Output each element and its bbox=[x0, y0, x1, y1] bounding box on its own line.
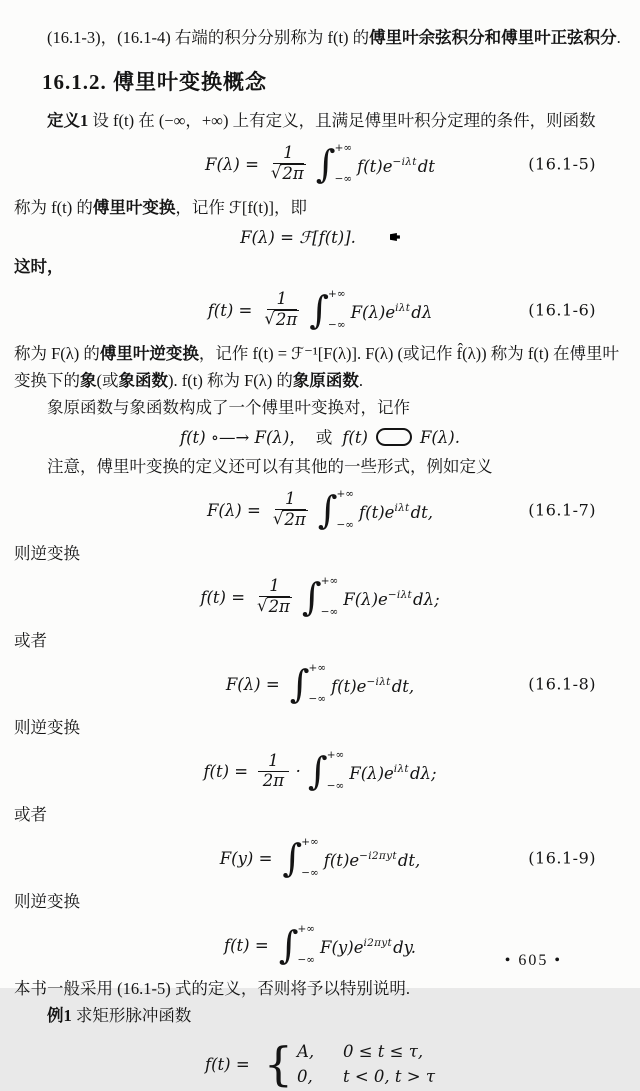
eq6-lower-limit: −∞ bbox=[328, 319, 346, 331]
eq7-integral-limits bbox=[337, 489, 355, 531]
intro-text: (16.1-3)，(16.1-4) 右端的积分分别称为 f(t) 的 bbox=[47, 28, 370, 47]
piecewise-lhs: f(t) = bbox=[205, 1054, 250, 1074]
sqrt-icon: √ bbox=[272, 509, 284, 528]
case2-value: 0, bbox=[296, 1067, 313, 1086]
eq7-upper-limit: +∞ bbox=[336, 488, 355, 500]
piecewise-case-2 bbox=[297, 1064, 435, 1089]
eq8-differential: dt, bbox=[391, 676, 415, 696]
eq6-fraction bbox=[262, 290, 301, 330]
eq5-differential: dt bbox=[417, 156, 435, 176]
eq9i-integrand bbox=[320, 930, 416, 961]
eq5-integral-limits bbox=[335, 143, 353, 185]
eq5-integrand-base: f(t)e bbox=[357, 156, 393, 176]
after5-pre: 称为 f(t) 的 bbox=[14, 198, 93, 217]
eq9-differential: dt, bbox=[397, 850, 421, 870]
eq8i-upper-limit: +∞ bbox=[326, 749, 345, 761]
integral-icon: ∫ bbox=[307, 749, 328, 793]
example-label: 例1 bbox=[47, 1006, 72, 1025]
eq7-radicand: 2π bbox=[284, 510, 306, 529]
eq9-integrand bbox=[324, 843, 421, 874]
eq6-numerator: 1 bbox=[267, 290, 298, 310]
intro-bold-terms: 傅里叶余弦积分和傅里叶正弦积分 bbox=[369, 28, 617, 47]
eq8-integrand bbox=[331, 669, 414, 700]
eq8-number-tag: (16.1-8) bbox=[528, 674, 596, 694]
eq7i-integrand-base: F(λ)e bbox=[343, 589, 388, 609]
eq6-denominator bbox=[262, 310, 301, 330]
eq9-integral-limits bbox=[301, 837, 319, 879]
eq9-integrand-base: f(t)e bbox=[323, 850, 360, 870]
eq7-number-tag: (16.1-7) bbox=[528, 500, 596, 520]
integral-icon: ∫ bbox=[278, 923, 299, 967]
eq6-integral bbox=[309, 288, 348, 332]
equation-16-1-7-inverse bbox=[14, 574, 626, 620]
example-text: 求矩形脉冲函数 bbox=[71, 1006, 192, 1025]
after5-bold-term: 傅里叶变换 bbox=[92, 198, 176, 217]
integral-icon: ∫ bbox=[317, 488, 338, 532]
eq8i-denominator bbox=[261, 772, 286, 791]
eq7i-numerator: 1 bbox=[259, 577, 290, 597]
left-brace-icon: { bbox=[263, 1037, 293, 1091]
center-equation-text: F(λ) = ℱ[f(t)]. bbox=[240, 227, 356, 247]
eq6-lhs: f(t) = bbox=[207, 300, 253, 320]
eq8-integral-limits bbox=[309, 663, 327, 705]
eq8i-integrand-base: F(λ)e bbox=[349, 763, 394, 783]
sqrt-icon: √ bbox=[257, 596, 268, 615]
eq6-upper-limit: +∞ bbox=[328, 288, 346, 300]
eq9i-lhs: f(t) = bbox=[224, 935, 269, 955]
eq7-lower-limit: −∞ bbox=[336, 519, 355, 531]
eq7-lhs: F(λ) = bbox=[206, 500, 261, 520]
invp-bold-image-function: 象函数 bbox=[118, 371, 168, 390]
multiplication-dot: · bbox=[295, 761, 301, 781]
eq5-integral bbox=[316, 142, 355, 186]
equation-16-1-8 bbox=[14, 661, 626, 707]
eq5-integrand bbox=[357, 149, 435, 180]
eq7-exponent: iλt bbox=[394, 501, 410, 514]
eq9i-exponent: i2πyt bbox=[363, 936, 393, 949]
eq8i-integral bbox=[308, 749, 347, 793]
eq8-lhs: F(λ) = bbox=[225, 674, 280, 694]
eq8i-numerator: 1 bbox=[258, 752, 289, 772]
example-paragraph bbox=[14, 1002, 626, 1029]
transform-pair-line bbox=[14, 423, 626, 451]
eq7-numerator: 1 bbox=[275, 490, 306, 510]
eq6-number-tag: (16.1-6) bbox=[528, 300, 596, 320]
invp-s3: (或 bbox=[96, 371, 119, 390]
eq7-differential: dt, bbox=[410, 502, 434, 522]
inverse-transform-paragraph bbox=[14, 340, 626, 394]
eq8-integrand-base: f(t)e bbox=[331, 676, 367, 696]
eq9-exponent: −i2πyt bbox=[359, 849, 397, 862]
integral-icon: ∫ bbox=[282, 836, 303, 880]
eq7i-integral bbox=[302, 575, 341, 619]
eq5-denominator bbox=[269, 164, 308, 184]
piecewise-function bbox=[14, 1039, 626, 1089]
eq5-upper-limit: +∞ bbox=[334, 142, 353, 154]
equation-16-1-7 bbox=[14, 487, 626, 533]
eq5-fraction bbox=[269, 144, 308, 184]
book-convention-paragraph: 本书一般采用 (16.1-5) 式的定义，否则将予以特别说明. bbox=[14, 979, 410, 998]
eq6-integrand bbox=[351, 295, 433, 326]
center-equation bbox=[14, 223, 626, 251]
case1-condition: 0 ≤ t ≤ τ, bbox=[342, 1042, 424, 1061]
eq7i-differential: dλ; bbox=[413, 589, 440, 609]
eq9-upper-limit: +∞ bbox=[301, 836, 319, 848]
after5-post: ，记作 ℱ[f(t)]，即 bbox=[175, 198, 307, 217]
eq8i-integral-limits bbox=[327, 750, 345, 792]
invp-bold-inverse: 傅里叶逆变换 bbox=[99, 344, 199, 363]
eq7i-upper-limit: +∞ bbox=[320, 575, 339, 587]
case2-condition: t < 0, t > τ bbox=[342, 1067, 435, 1086]
eq7i-radicand: 2π bbox=[268, 597, 290, 616]
eq9i-integral bbox=[279, 923, 318, 967]
invp-s2: ，记作 f(t) = ℱ⁻¹[F(λ)]. F(λ) (或记作 f̂(λ)) 称为 f(t) 在傅里叶变换下的 bbox=[14, 344, 620, 390]
eq7-fraction bbox=[271, 490, 310, 530]
pair-right: F(λ). bbox=[419, 427, 460, 447]
invp-s5: . bbox=[358, 371, 363, 390]
correspondence-icon bbox=[376, 428, 412, 446]
pair-ft: f(t) bbox=[342, 427, 368, 447]
section-heading: 16.1.2. 傅里叶变换概念 bbox=[42, 70, 267, 94]
eq7i-lhs: f(t) = bbox=[200, 587, 246, 607]
eq8-upper-limit: +∞ bbox=[308, 662, 327, 674]
sqrt-icon: √ bbox=[270, 163, 282, 182]
eq9-lhs: F(y) = bbox=[219, 848, 273, 868]
sqrt-icon: √ bbox=[264, 309, 275, 328]
eq6-differential: dλ bbox=[411, 302, 433, 322]
eq5-lower-limit: −∞ bbox=[334, 173, 353, 185]
eq5-exponent: −iλt bbox=[392, 155, 417, 168]
eq8-lower-limit: −∞ bbox=[308, 693, 327, 705]
eq7i-integral-limits bbox=[321, 576, 339, 618]
eq9-lower-limit: −∞ bbox=[301, 867, 319, 879]
pair-paragraph: 象原函数与象函数构成了一个傅里叶变换对，记作 bbox=[47, 398, 410, 417]
eq9i-lower-limit: −∞ bbox=[297, 954, 316, 966]
eq8i-exponent: iλt bbox=[393, 762, 409, 775]
eq5-number-tag: (16.1-5) bbox=[528, 154, 596, 174]
inverse-label-3: 则逆变换 bbox=[14, 892, 80, 911]
eq7-integral bbox=[318, 488, 357, 532]
piecewise-cases bbox=[297, 1039, 435, 1089]
pair-left: f(t) ∘—→ F(λ)， bbox=[180, 427, 306, 447]
eq8i-differential: dλ; bbox=[409, 763, 437, 783]
eq7i-fraction bbox=[255, 577, 294, 617]
integral-icon: ∫ bbox=[301, 575, 322, 619]
intro-paragraph bbox=[14, 24, 626, 51]
eq7-integrand-base: f(t)e bbox=[359, 502, 395, 522]
definition-paragraph bbox=[14, 107, 626, 134]
page-number: • 605 • bbox=[504, 952, 562, 969]
pair-or-word: 或 bbox=[315, 427, 333, 447]
eq9i-integral-limits bbox=[298, 924, 316, 966]
eq8i-integrand bbox=[349, 756, 436, 787]
eq9-integral bbox=[282, 836, 321, 880]
note-paragraph: 注意，傅里叶变换的定义还可以有其他的一些形式，例如定义 bbox=[47, 457, 493, 476]
eq5-radicand: 2π bbox=[282, 164, 304, 183]
eq7-integrand bbox=[359, 495, 433, 526]
invp-bold-original-function: 象原函数 bbox=[292, 371, 359, 390]
equation-16-1-6 bbox=[14, 287, 626, 333]
definition-label: 定义1 bbox=[47, 111, 89, 130]
intro-end: . bbox=[616, 28, 621, 47]
inverse-label-1: 则逆变换 bbox=[14, 544, 80, 563]
invp-s4: ). f(t) 称为 F(λ) 的 bbox=[168, 371, 293, 390]
eq7i-lower-limit: −∞ bbox=[320, 606, 339, 618]
eq8i-den-text: 2π bbox=[262, 770, 285, 790]
or-label-2: 或者 bbox=[14, 805, 47, 824]
ink-blot-mark bbox=[390, 233, 400, 241]
integral-icon: ∫ bbox=[289, 662, 310, 706]
eq8i-lower-limit: −∞ bbox=[326, 780, 345, 792]
eq9i-differential: dy. bbox=[393, 937, 416, 957]
eq6-exponent: iλt bbox=[395, 301, 411, 314]
definition-text: 设 f(t) 在 (−∞，+∞) 上有定义，且满足傅里叶积分定理的条件，则函数 bbox=[88, 111, 596, 130]
invp-s1: 称为 F(λ) 的 bbox=[14, 344, 100, 363]
or-label-1: 或者 bbox=[14, 631, 47, 650]
eq8i-lhs: f(t) = bbox=[203, 761, 249, 781]
equation-16-1-8-inverse bbox=[14, 748, 626, 794]
equation-16-1-5 bbox=[14, 141, 626, 187]
inverse-label-2: 则逆变换 bbox=[14, 718, 80, 737]
equation-16-1-9 bbox=[14, 835, 626, 881]
eq9-number-tag: (16.1-9) bbox=[528, 848, 596, 868]
eq8-integral bbox=[290, 662, 329, 706]
eq6-integral-limits bbox=[328, 289, 346, 331]
eq9i-integrand-base: F(y)e bbox=[320, 937, 364, 957]
eq8i-fraction bbox=[258, 752, 289, 791]
integral-icon: ∫ bbox=[309, 288, 330, 332]
eq8-exponent: −iλt bbox=[366, 675, 391, 688]
after-eq5-paragraph bbox=[14, 194, 626, 221]
piecewise-case-1 bbox=[297, 1039, 435, 1064]
eq7i-denominator bbox=[255, 597, 294, 617]
eq5-lhs: F(λ) = bbox=[205, 154, 259, 174]
eq7-denominator bbox=[271, 510, 310, 530]
eq9i-upper-limit: +∞ bbox=[297, 923, 316, 935]
eq5-numerator: 1 bbox=[273, 144, 304, 164]
eq6-integrand-base: F(λ)e bbox=[350, 302, 396, 322]
eq7i-integrand bbox=[343, 582, 439, 613]
eq7i-exponent: −iλt bbox=[387, 588, 413, 601]
eq6-radicand: 2π bbox=[275, 310, 298, 329]
integral-icon: ∫ bbox=[315, 142, 336, 186]
case1-value: A, bbox=[296, 1042, 315, 1061]
invp-bold-image: 象 bbox=[80, 371, 97, 390]
now-label: 这时， bbox=[14, 257, 64, 276]
